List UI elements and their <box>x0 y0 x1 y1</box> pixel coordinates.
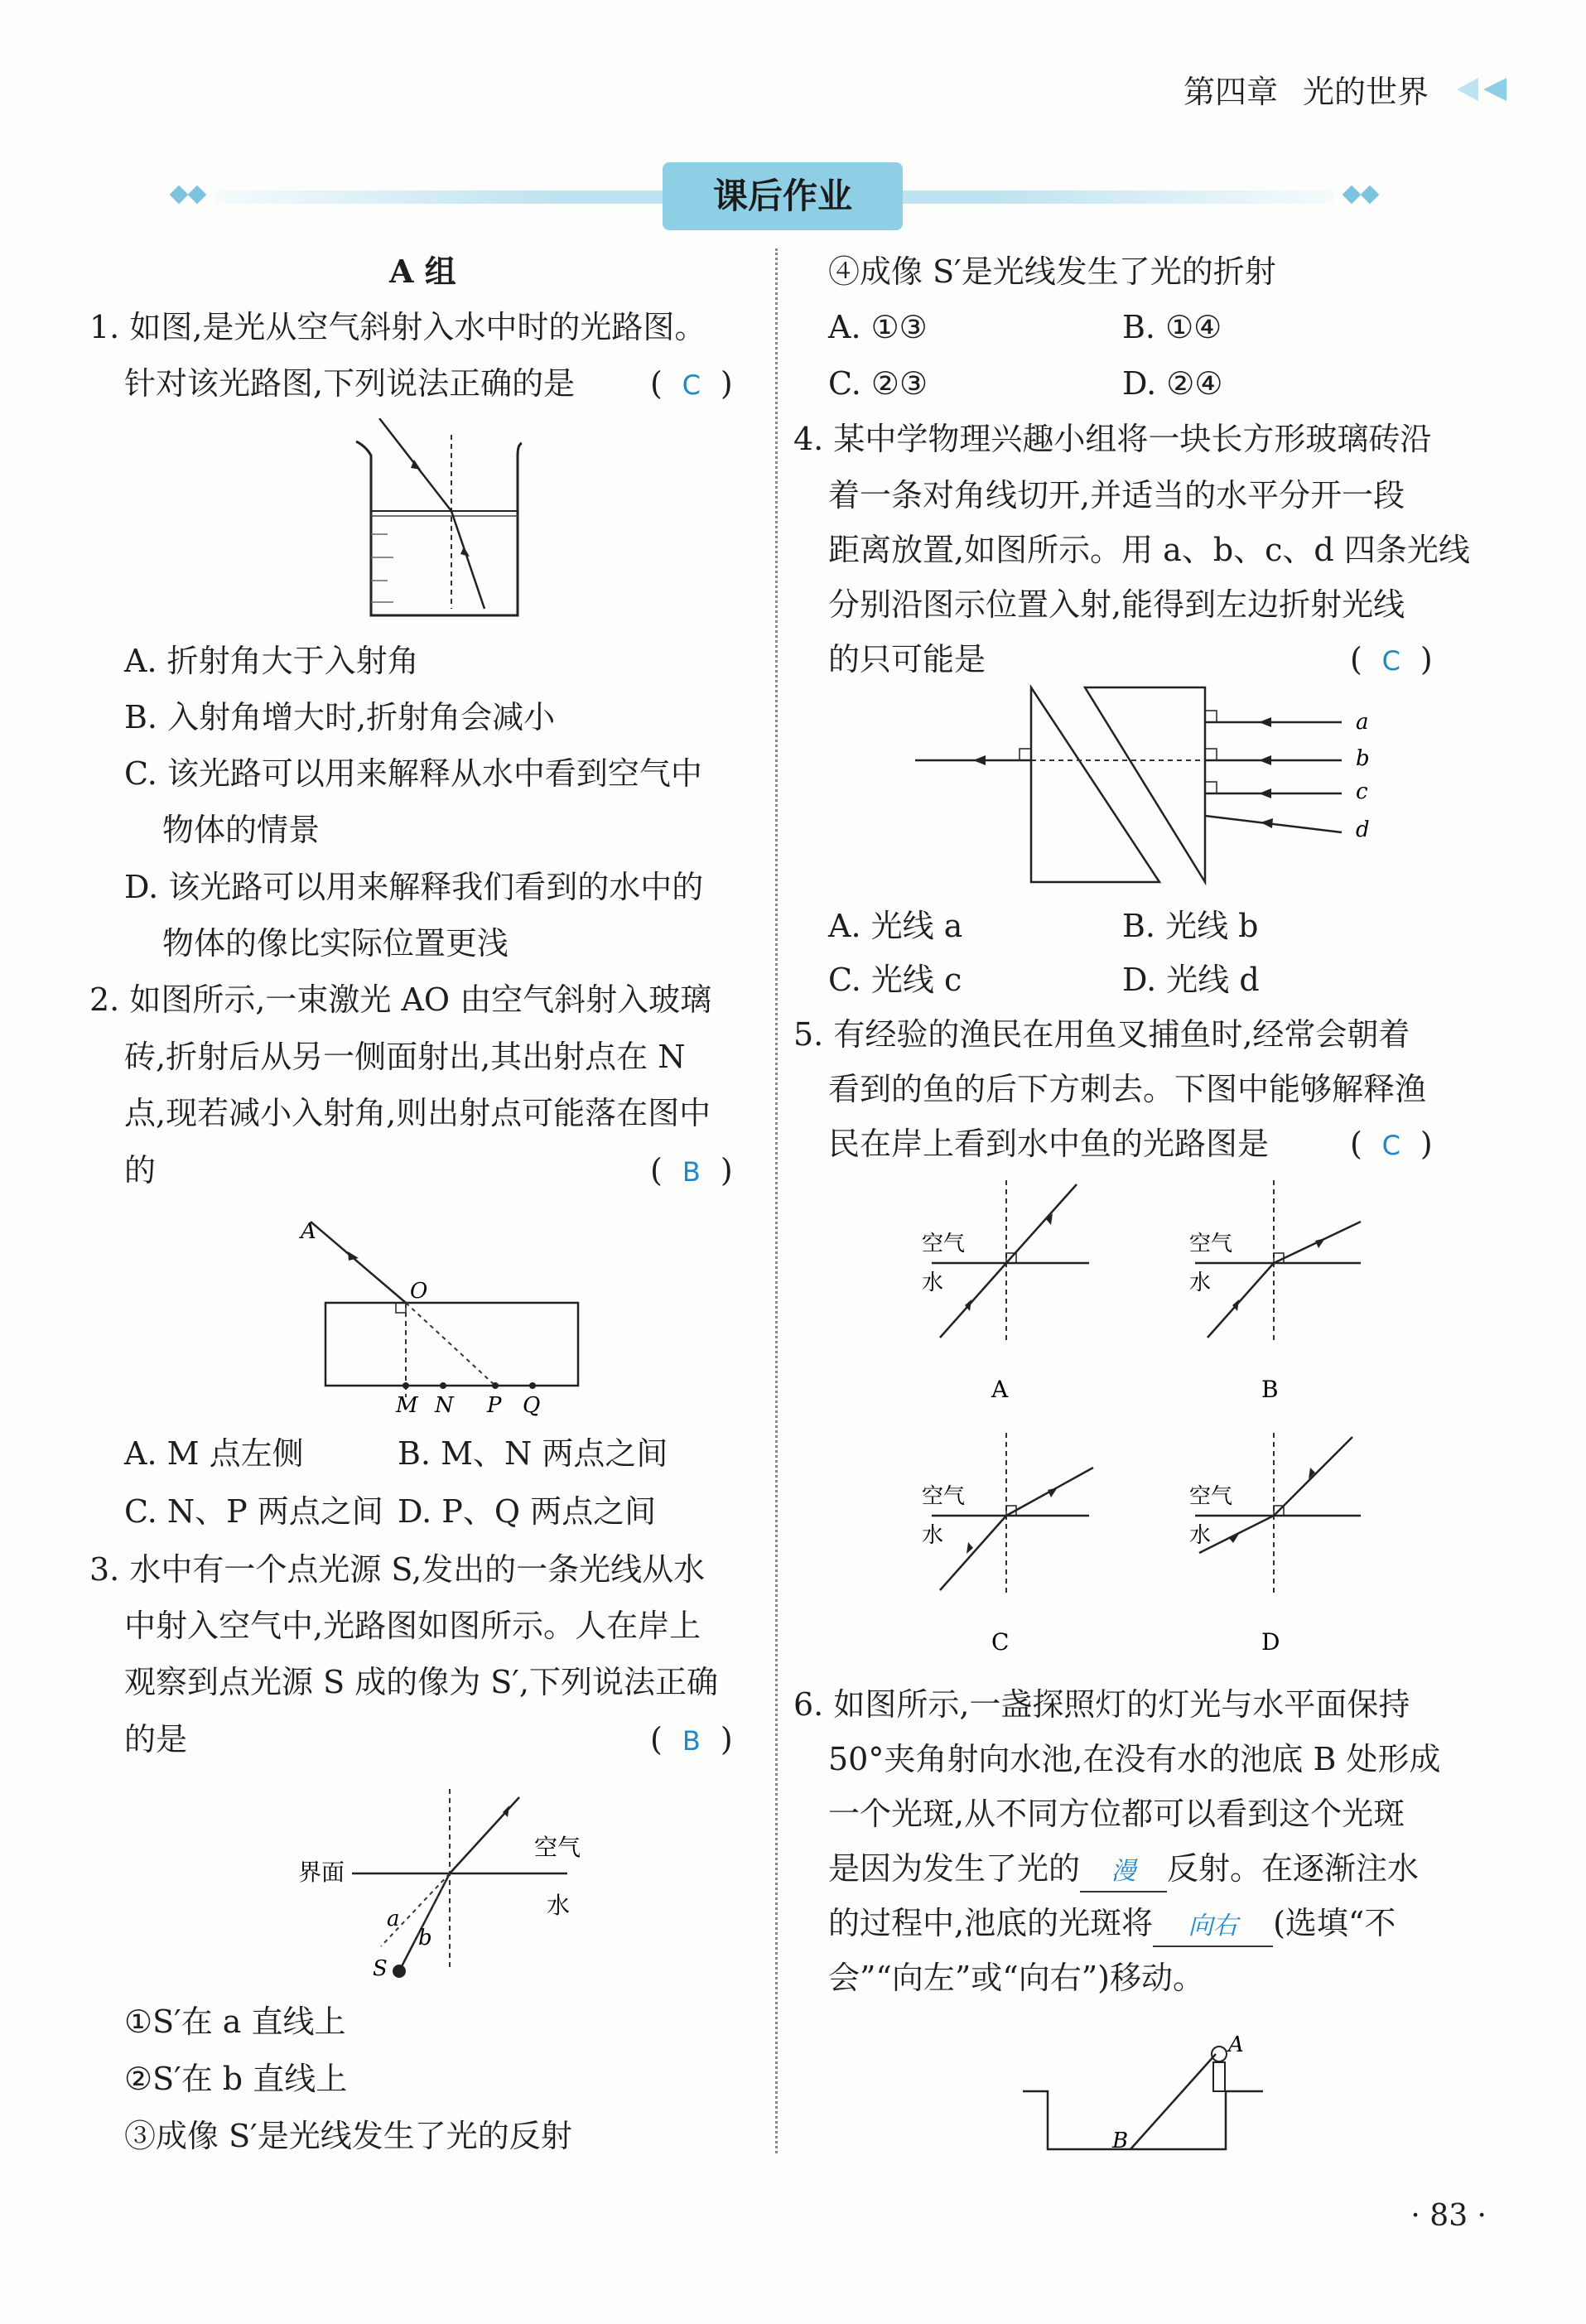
q2-label-p: P <box>487 1393 502 1418</box>
q3-air-label: 空气 <box>534 1834 581 1861</box>
q3-option-a: A. ①③ <box>828 309 928 345</box>
q2-option-a: A. M 点左侧 <box>124 1435 304 1472</box>
q3-statement-2: ②S′在 b 直线上 <box>124 2061 348 2097</box>
q1-stem-line2: 针对该光路图,下列说法正确的是 <box>124 365 576 402</box>
q5c-water-label: 水 <box>922 1523 944 1548</box>
q2-option-c: C. N、P 两点之间 <box>124 1493 383 1530</box>
q4-label-a: a <box>1356 710 1369 735</box>
q2-option-b: B. M、N 两点之间 <box>398 1435 668 1472</box>
q2-label-n: N <box>435 1393 454 1418</box>
page-number: · 83 · <box>1410 2199 1487 2233</box>
q3-stem-line1: 3. 水中有一个点光源 S,发出的一条光线从水 <box>89 1551 706 1588</box>
q6-stem-line4 <box>828 1849 1419 1892</box>
q6-line5-text-a: 的过程中,池底的光斑将 <box>828 1905 1154 1941</box>
q6-stem-line2: 50°夹角射向水池,在没有水的池底 B 处形成 <box>828 1741 1441 1777</box>
q4-option-a: A. 光线 a <box>828 908 963 944</box>
q3-interface-label: 界面 <box>298 1859 345 1886</box>
q5a-water-label: 水 <box>922 1270 944 1295</box>
section-banner <box>166 162 1383 230</box>
q2-stem-line2: 砖,折射后从另一侧面射出,其出射点在 N <box>124 1039 686 1075</box>
q5-answer-bracket: ( C ) <box>1350 1125 1433 1164</box>
diamond-icon <box>170 186 189 205</box>
q3-label-s: S <box>373 1956 388 1979</box>
q6-stem-line3: 一个光斑,从不同方位都可以看到这个光斑 <box>828 1796 1405 1832</box>
q2-stem-line4: 的 <box>124 1152 157 1189</box>
q1-option-c-line1: C. 该光路可以用来解释从水中看到空气中 <box>124 755 702 792</box>
q4-label-c: c <box>1356 779 1368 804</box>
q3-stem-line3: 观察到点光源 S 成的像为 S′,下列说法正确 <box>124 1664 719 1700</box>
q6-label-b: B <box>1112 2129 1129 2153</box>
q6-stem-line1: 6. 如图所示,一盏探照灯的灯光与水平面保持 <box>793 1686 1410 1723</box>
q5-stem-line1: 5. 有经验的渔民在用鱼叉捕鱼时,经常会朝着 <box>793 1016 1410 1053</box>
q1-stem-line1: 1. 如图,是光从空气斜射入水中时的光路图。 <box>89 309 706 345</box>
q5c-caption: C <box>991 1628 1010 1656</box>
q3-label-b: b <box>418 1926 432 1950</box>
q3-option-b: B. ①④ <box>1122 309 1222 345</box>
q5b-water-label: 水 <box>1189 1270 1212 1295</box>
q1-option-b: B. 入射角增大时,折射角会减小 <box>124 699 556 735</box>
q1-beaker-figure <box>348 418 538 625</box>
q4-option-d: D. 光线 d <box>1122 962 1260 998</box>
q6-stem-line5 <box>828 1904 1396 1947</box>
q6-line5-text-b: (选填“不 <box>1273 1905 1396 1941</box>
q2-label-o: O <box>410 1279 428 1304</box>
diamond-icon <box>188 186 207 205</box>
q5-stem-line2: 看到的鱼的后下方刺去。下图中能够解释渔 <box>828 1071 1427 1107</box>
q2-answer-bracket: ( B ) <box>650 1151 733 1191</box>
q1-answer-bracket: ( C ) <box>650 364 733 404</box>
q5-stem-line3: 民在岸上看到水中鱼的光路图是 <box>828 1126 1270 1162</box>
q3-statement-4: ④成像 S′是光线发生了光的折射 <box>828 253 1276 290</box>
q3-light-source-figure <box>294 1772 609 1979</box>
q4-answer: C <box>1381 645 1400 677</box>
q5-figure-d <box>1183 1433 1373 1656</box>
q5c-air-label: 空气 <box>922 1484 966 1509</box>
q6-line4-text-a: 是因为发生了光的 <box>828 1850 1081 1887</box>
q3-statement-3: ③成像 S′是光线发生了光的反射 <box>124 2118 572 2154</box>
q4-label-d: d <box>1356 817 1370 842</box>
q6-blank-direction: 向右 <box>1153 1907 1273 1947</box>
q2-label-q: Q <box>523 1393 541 1418</box>
q4-stem-line5: 的只可能是 <box>828 641 986 677</box>
q6-pool-figure <box>1015 2008 1280 2158</box>
q5-figure-a <box>915 1180 1106 1404</box>
column-divider <box>775 248 778 2153</box>
q4-label-b: b <box>1356 746 1370 771</box>
chapter-header <box>1183 66 1511 112</box>
q6-line4-text-b: 反射。在逐渐注水 <box>1167 1850 1420 1887</box>
diamond-icon <box>1361 186 1380 205</box>
q2-label-m: M <box>396 1393 418 1418</box>
q5a-air-label: 空气 <box>922 1232 966 1256</box>
q4-option-c: C. 光线 c <box>828 962 962 998</box>
q3-statement-1: ①S′在 a 直线上 <box>124 2003 346 2040</box>
q5a-caption: A <box>991 1376 1009 1403</box>
q5d-water-label: 水 <box>1189 1523 1212 1548</box>
q5d-air-label: 空气 <box>1189 1484 1233 1509</box>
q3-option-c: C. ②③ <box>828 365 928 402</box>
q4-stem-line3: 距离放置,如图所示。用 a、b、c、d 四条光线 <box>828 532 1470 568</box>
q1-answer: C <box>682 369 701 401</box>
q1-option-d-line1: D. 该光路可以用来解释我们看到的水中的 <box>124 869 704 905</box>
group-title: A 组 <box>389 253 456 290</box>
q5-answer: C <box>1381 1130 1400 1161</box>
q3-stem-line4: 的是 <box>124 1721 188 1757</box>
q5d-caption: D <box>1261 1628 1280 1656</box>
q5-figure-c <box>915 1433 1106 1656</box>
q6-blank-reflection: 漫 <box>1080 1853 1167 1892</box>
q4-option-b: B. 光线 b <box>1122 908 1259 944</box>
q6-stem-line6: 会”“向左”或“向右”)移动。 <box>828 1960 1204 1996</box>
q3-option-d: D. ②④ <box>1122 365 1223 402</box>
q1-option-c-line2: 物体的情景 <box>162 812 321 848</box>
q5b-air-label: 空气 <box>1189 1232 1233 1256</box>
q2-stem-line3: 点,现若减小入射角,则出射点可能落在图中 <box>124 1095 711 1131</box>
q5-figure-b <box>1183 1180 1373 1404</box>
q2-option-d: D. P、Q 两点之间 <box>398 1493 657 1530</box>
q2-answer: B <box>682 1156 701 1188</box>
q1-option-a: A. 折射角大于入射角 <box>124 643 419 679</box>
banner-title: 课后作业 <box>663 162 903 230</box>
q5b-caption: B <box>1261 1376 1279 1403</box>
q4-stem-line1: 4. 某中学物理兴趣小组将一块长方形玻璃砖沿 <box>793 421 1432 457</box>
q4-glass-prism-figure <box>915 679 1396 894</box>
chapter-title: 光的世界 <box>1302 74 1429 110</box>
chapter-number: 第四章 <box>1183 74 1278 110</box>
q2-label-a: A <box>301 1219 316 1244</box>
q3-answer: B <box>682 1725 701 1757</box>
q4-stem-line4: 分别沿图示位置入射,能得到左边折射光线 <box>828 586 1405 623</box>
q3-water-label: 水 <box>547 1892 571 1919</box>
q1-option-d-line2: 物体的像比实际位置更浅 <box>162 925 509 962</box>
q4-stem-line2: 着一条对角线切开,并适当的水平分开一段 <box>828 477 1405 513</box>
q3-label-a: a <box>387 1907 400 1931</box>
q6-label-a: A <box>1228 2032 1244 2057</box>
q3-stem-line2: 中射入空气中,光路图如图所示。人在岸上 <box>124 1608 701 1644</box>
double-arrow-icon <box>1453 75 1511 104</box>
q4-answer-bracket: ( C ) <box>1350 640 1433 680</box>
q2-stem-line1: 2. 如图所示,一束激光 AO 由空气斜射入玻璃 <box>89 981 712 1018</box>
q2-glass-brick-figure <box>294 1205 592 1420</box>
diamond-icon <box>1343 186 1362 205</box>
q3-answer-bracket: ( B ) <box>650 1720 733 1760</box>
